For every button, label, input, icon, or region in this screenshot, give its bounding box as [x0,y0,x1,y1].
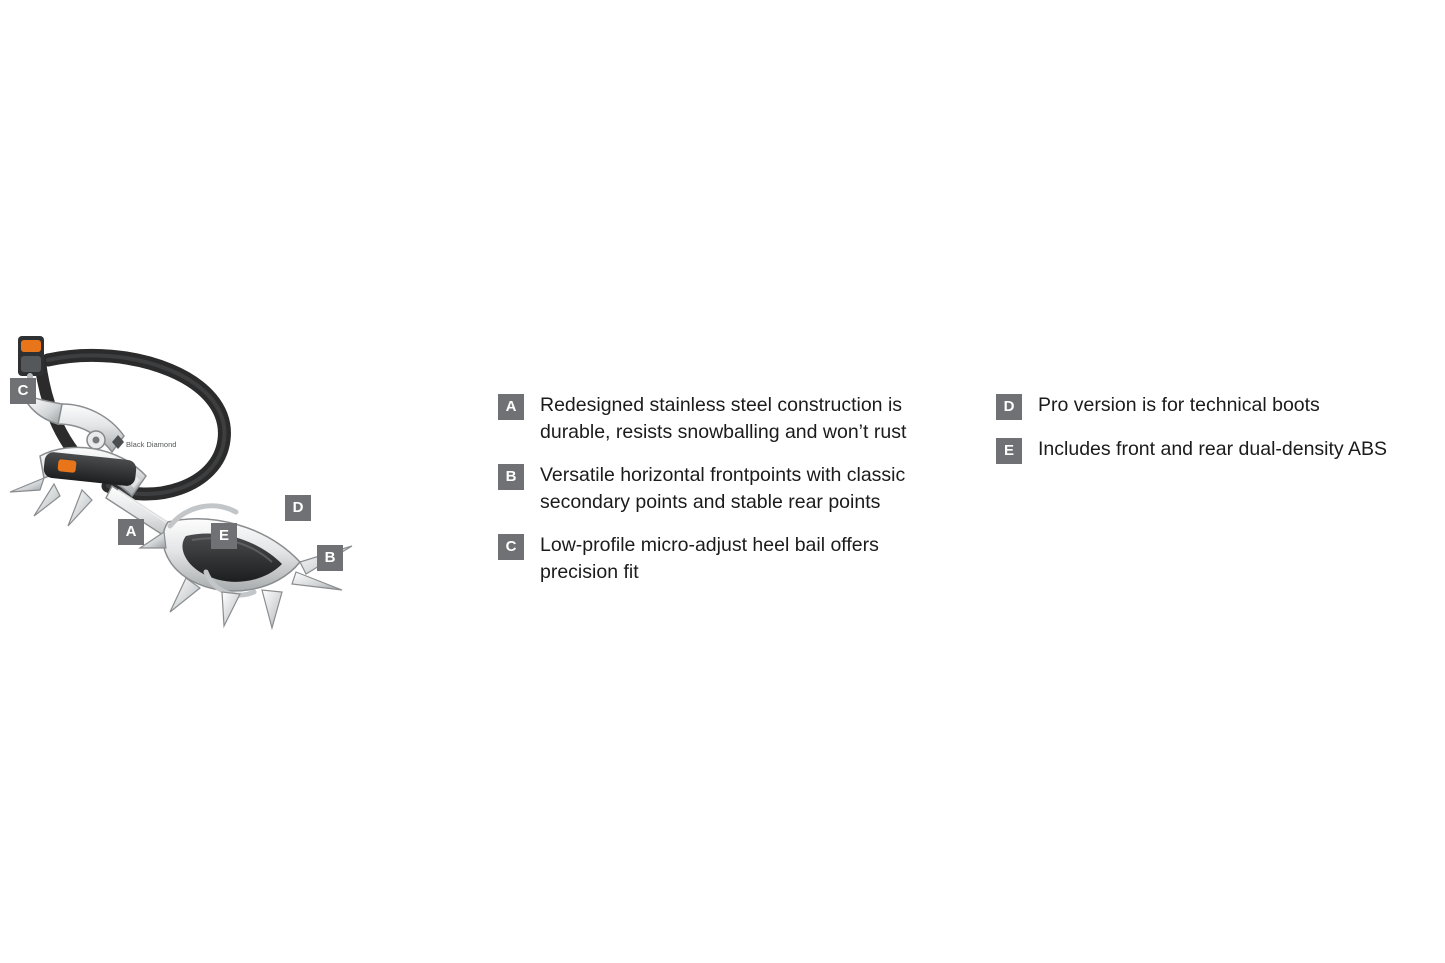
svg-text:Black Diamond: Black Diamond [126,440,177,449]
legend-item-d [996,392,1426,420]
legend-badge-d: D [996,394,1022,420]
legend-text-e: Includes front and rear dual-density ABS [1038,438,1388,460]
image-callout-a: A [118,519,144,545]
legend-badge-c: C [498,534,524,560]
legend-text-c: Low-profile micro-adjust heel bail offers precision fit [540,534,879,583]
legend-item-b [498,462,948,516]
legend-item-a [498,392,948,446]
legend-badge-e: E [996,438,1022,464]
image-callout-d: D [285,495,311,521]
legend-column-right [996,392,1426,480]
image-callout-c: C [10,378,36,404]
image-callout-e: E [211,523,237,549]
crampon-drawing [0,300,380,660]
legend-item-c [498,532,948,586]
image-callout-b: B [317,545,343,571]
product-illustration [0,300,380,660]
legend-text-d: Pro version is for technical boots [1038,394,1320,416]
legend-badge-a: A [498,394,524,420]
legend-column-left [498,392,948,602]
legend-text-b: Versatile horizontal frontpoints with classic secondary points and stable rear points [540,464,906,513]
legend-badge-b: B [498,464,524,490]
legend-text-a: Redesigned stainless steel construction is durable, resists snowballing and won’t rust [540,394,907,443]
legend-item-e [996,436,1426,464]
